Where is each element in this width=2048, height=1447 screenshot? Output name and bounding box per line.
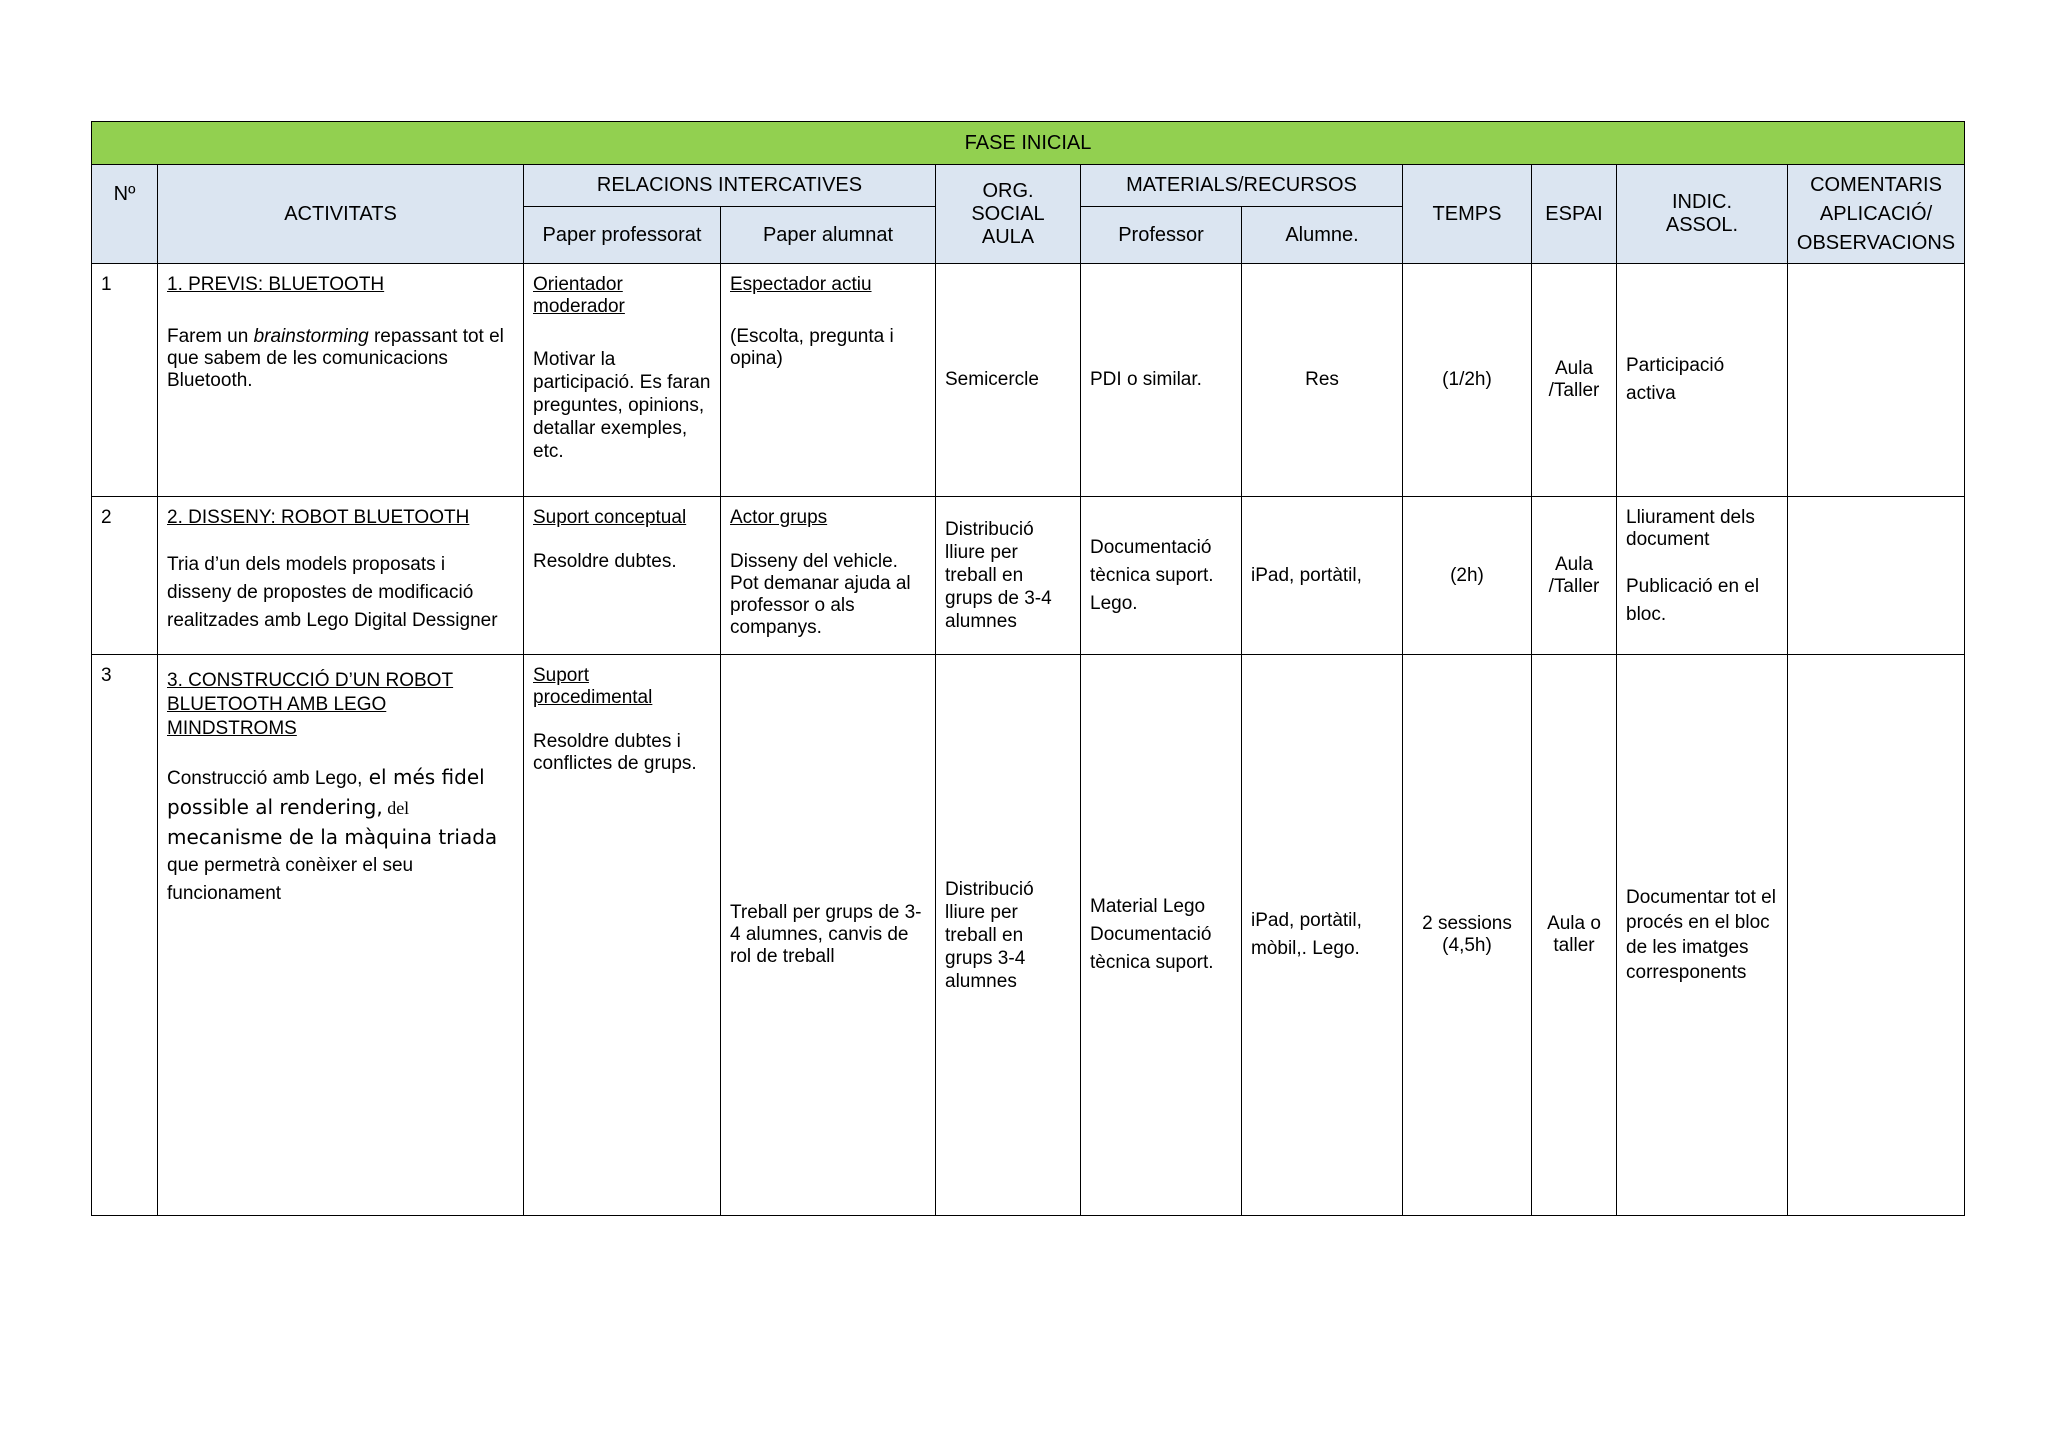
activity-cell <box>158 264 524 497</box>
paper-professorat-cell <box>524 497 721 655</box>
activity-title: 1. PREVIS: BLUETOOTH <box>167 274 385 295</box>
materials-alumne-cell: Res <box>1242 264 1403 497</box>
header-espai: ESPAI <box>1532 165 1617 264</box>
activity-text: Farem un brainstorming repassant tot el que sabem de les comunicacions Bluetooth. <box>167 326 504 391</box>
phase-row <box>92 122 1965 165</box>
phase-title: FASE INICIAL <box>92 122 1965 165</box>
temps-cell: (1/2h) <box>1403 264 1532 497</box>
comentaris-cell <box>1788 655 1965 1216</box>
temps-cell: (2h) <box>1403 497 1532 655</box>
student-role-title: Actor grups <box>730 507 828 528</box>
prof-role-text: Resoldre dubtes. <box>533 551 677 572</box>
header-paper-alumnat: Paper alumnat <box>721 207 936 264</box>
materials-professor-cell: Material Lego Documentació tècnica suport. <box>1081 655 1242 1216</box>
activity-plan-document <box>91 121 1964 1216</box>
header-indic: INDIC. ASSOL. <box>1617 165 1788 264</box>
indic-text-2: Publicació en el bloc. <box>1626 576 1760 625</box>
materials-alumne-cell: iPad, portàtil, <box>1242 497 1403 655</box>
table-row <box>92 497 1965 655</box>
paper-professorat-cell <box>524 264 721 497</box>
header-row-1 <box>92 165 1965 207</box>
header-temps: TEMPS <box>1403 165 1532 264</box>
header-num: Nº <box>92 165 158 264</box>
org-social-cell: Distribució lliure per treball en grups 3-4 alumnes <box>936 655 1081 1216</box>
row-num: 3 <box>92 655 158 1216</box>
table-row <box>92 655 1965 1216</box>
temps-cell: 2 sessions (4,5h) <box>1403 655 1532 1216</box>
activity-cell <box>158 655 524 1216</box>
row-num: 2 <box>92 497 158 655</box>
header-activitats: ACTIVITATS <box>158 165 524 264</box>
header-comentaris: COMENTARIS APLICACIÓ/ OBSERVACIONS <box>1788 165 1965 264</box>
prof-role-text: Resoldre dubtes i conflictes de grups. <box>533 731 697 774</box>
comentaris-cell <box>1788 497 1965 655</box>
student-role-title: Espectador actiu <box>730 274 872 295</box>
indic-text-1: Lliurament dels document <box>1626 507 1755 550</box>
indic-cell: Documentar tot el procés en el bloc de les imatges corresponents <box>1617 655 1788 1216</box>
activity-text: Tria d’un dels models proposats i disseny de propostes de modificació realitzades amb Lego Digital Dessigner <box>167 554 498 631</box>
row-num: 1 <box>92 264 158 497</box>
activity-cell <box>158 497 524 655</box>
header-org-social: ORG. SOCIAL AULA <box>936 165 1081 264</box>
prof-role-title: Suport conceptual <box>533 507 687 528</box>
indic-cell: Participació activa <box>1617 264 1788 497</box>
paper-alumnat-cell <box>721 497 936 655</box>
activity-table <box>91 121 1965 1216</box>
header-relacions: RELACIONS INTERCATIVES <box>524 165 936 207</box>
activity-title: 2. DISSENY: ROBOT BLUETOOTH <box>167 507 470 528</box>
materials-professor-cell: PDI o similar. <box>1081 264 1242 497</box>
activity-text: Construcció amb Lego, el més fidel possible al rendering, del mecanisme de la màquina triada <box>167 765 498 849</box>
header-professor: Professor <box>1081 207 1242 264</box>
materials-alumne-cell: iPad, portàtil, mòbil,. Lego. <box>1242 655 1403 1216</box>
paper-professorat-cell <box>524 655 721 1216</box>
prof-role-title: Orientador moderador <box>533 274 625 317</box>
header-paper-professorat: Paper professorat <box>524 207 721 264</box>
indic-cell <box>1617 497 1788 655</box>
espai-cell: Aula o taller <box>1532 655 1617 1216</box>
student-role-text: (Escolta, pregunta i opina) <box>730 326 894 369</box>
header-alumne: Alumne. <box>1242 207 1403 264</box>
paper-alumnat-cell <box>721 264 936 497</box>
paper-alumnat-cell: Treball per grups de 3-4 alumnes, canvis de rol de treball <box>721 655 936 1216</box>
header-materials: MATERIALS/RECURSOS <box>1081 165 1403 207</box>
comentaris-cell <box>1788 264 1965 497</box>
prof-role-title: Suport procedimental <box>533 665 653 708</box>
student-role-text: Disseny del vehicle. Pot demanar ajuda al professor o als companys. <box>730 551 911 638</box>
org-social-cell: Semicercle <box>936 264 1081 497</box>
org-social-cell: Distribució lliure per treball en grups de 3-4 alumnes <box>936 497 1081 655</box>
activity-title: 3. CONSTRUCCIÓ D’UN ROBOT BLUETOOTH AMB LEGO MINDSTROMS <box>167 670 454 739</box>
materials-professor-cell: Documentació tècnica suport. Lego. <box>1081 497 1242 655</box>
table-row <box>92 264 1965 497</box>
prof-role-text: Motivar la participació. Es faran preguntes, opinions, detallar exemples, etc. <box>533 349 711 462</box>
activity-text-cont: que permetrà conèixer el seu funcionament <box>167 855 414 904</box>
espai-cell: Aula /Taller <box>1532 497 1617 655</box>
espai-cell: Aula /Taller <box>1532 264 1617 497</box>
